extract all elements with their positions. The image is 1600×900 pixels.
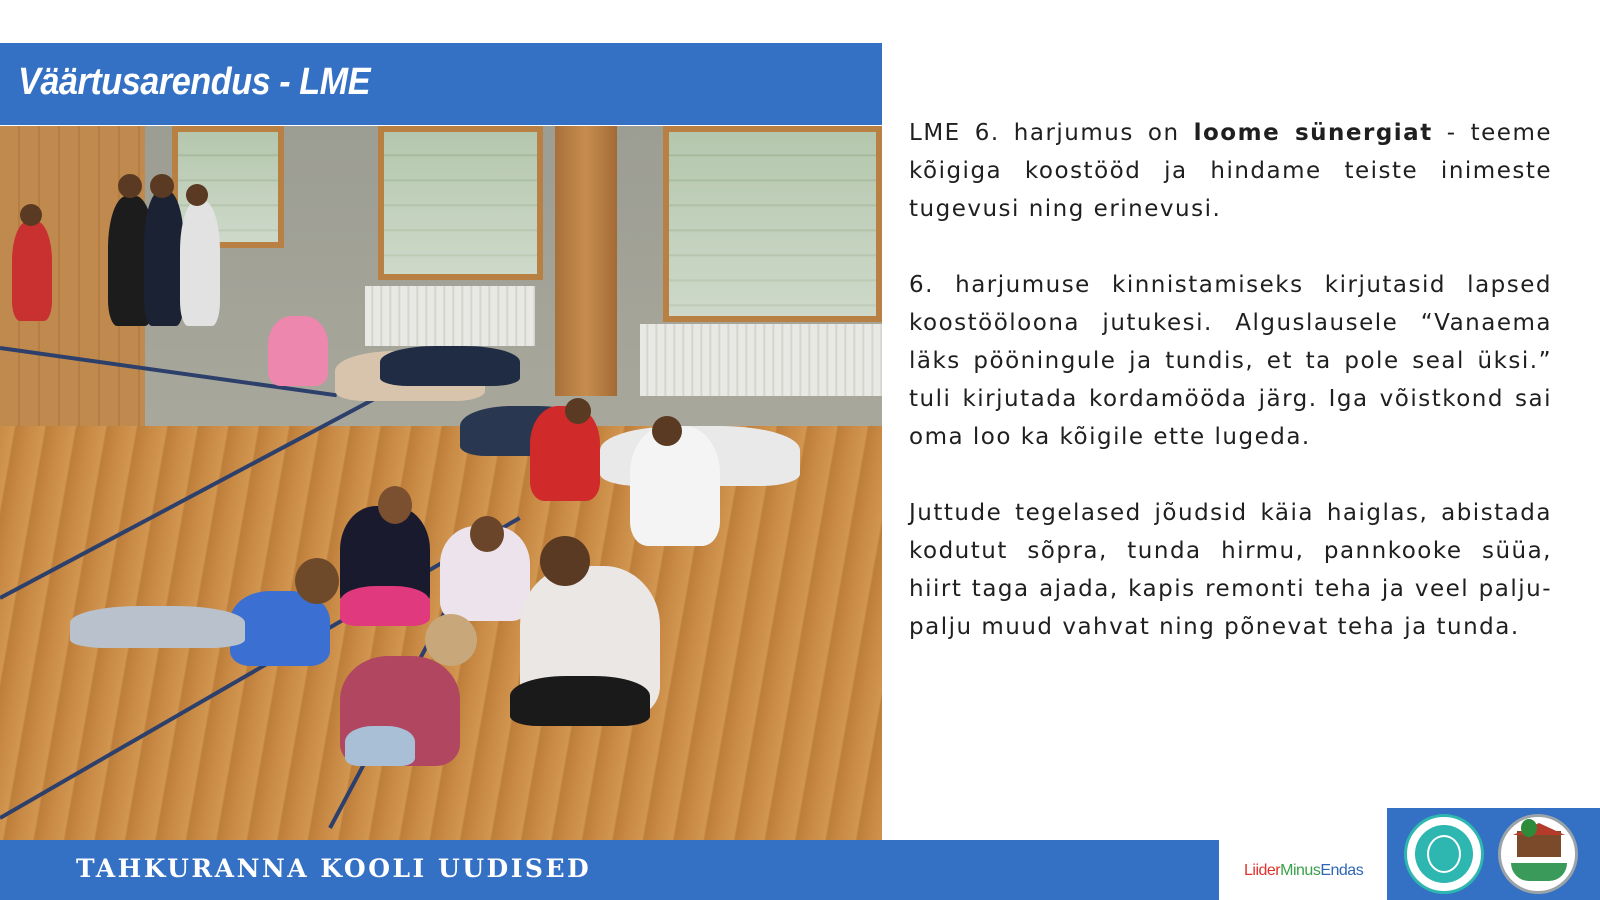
- page-title: Väärtusarendus - LME: [18, 61, 371, 103]
- photo-child-head: [540, 536, 590, 586]
- photo-child: [180, 201, 220, 326]
- photo-child: [630, 426, 720, 546]
- footer-title: TAHKURANNA KOOLI UUDISED: [76, 854, 592, 883]
- photo-child-head: [118, 174, 142, 198]
- photo-child: [510, 676, 650, 726]
- logo-liider-text: Liider: [1244, 862, 1281, 879]
- photo-child-head: [425, 614, 477, 666]
- photo-child: [340, 586, 430, 626]
- logo-minus-text: Minus: [1280, 862, 1321, 879]
- photo-child-head: [186, 184, 208, 206]
- logo-endas-text: Endas: [1320, 862, 1364, 879]
- mental-health-seal-icon: [1404, 814, 1484, 894]
- photo-window: [663, 126, 882, 322]
- photo-child-head: [652, 416, 682, 446]
- photo-child-head: [20, 204, 42, 226]
- footer-bar: [0, 840, 1219, 900]
- article-paragraph-1: [909, 114, 1552, 228]
- article-p1-intro: LME 6. harjumus on: [909, 120, 1194, 146]
- photo-child-head: [150, 174, 174, 198]
- photo-child-head: [378, 486, 412, 524]
- photo-child-head: [295, 558, 339, 604]
- photo-window: [378, 126, 543, 280]
- photo-child: [380, 346, 520, 386]
- photo-child: [144, 191, 184, 326]
- article-p1-highlight: loome sünergiat: [1193, 120, 1433, 146]
- photo-pillar: [555, 126, 617, 396]
- photo-child-head: [565, 398, 591, 424]
- photo-child: [345, 726, 415, 766]
- photo-child: [530, 406, 600, 501]
- article-paragraph-2: 6. harjumuse kinnistamiseks kirjutasid lapsed koostööloona jutukesi. Alguslausele “Vanaema läks pööningule ja tundis, et ta pole seal üksi.” tuli kirjutada kordamööda järg. Iga võistkond sai oma loo ka kõigile ette lugeda.: [909, 272, 1552, 450]
- school-house-seal-icon: [1498, 814, 1578, 894]
- photo-child: [70, 606, 245, 648]
- article-p1-rest: - teeme kõigiga koostööd ja hindame teiste inimeste tugevusi ning erinevusi.: [909, 120, 1552, 222]
- photo-child: [268, 316, 328, 386]
- liider-minus-endas-logo: [1244, 862, 1363, 880]
- gym-photo: [0, 126, 882, 840]
- photo-child-head: [470, 516, 504, 552]
- article-text: [909, 114, 1552, 684]
- photo-child: [12, 221, 52, 321]
- photo-radiator: [640, 324, 882, 396]
- header-bar: [0, 43, 882, 125]
- photo-radiator: [365, 286, 535, 346]
- article-paragraph-3: Juttude tegelased jõudsid käia haiglas, abistada kodutut sõpra, tunda hirmu, pannkooke süüa, hiirt taga ajada, kapis remonti teha ja veel palju-palju muud vahvat ning põnevat teha ja tunda.: [909, 500, 1552, 640]
